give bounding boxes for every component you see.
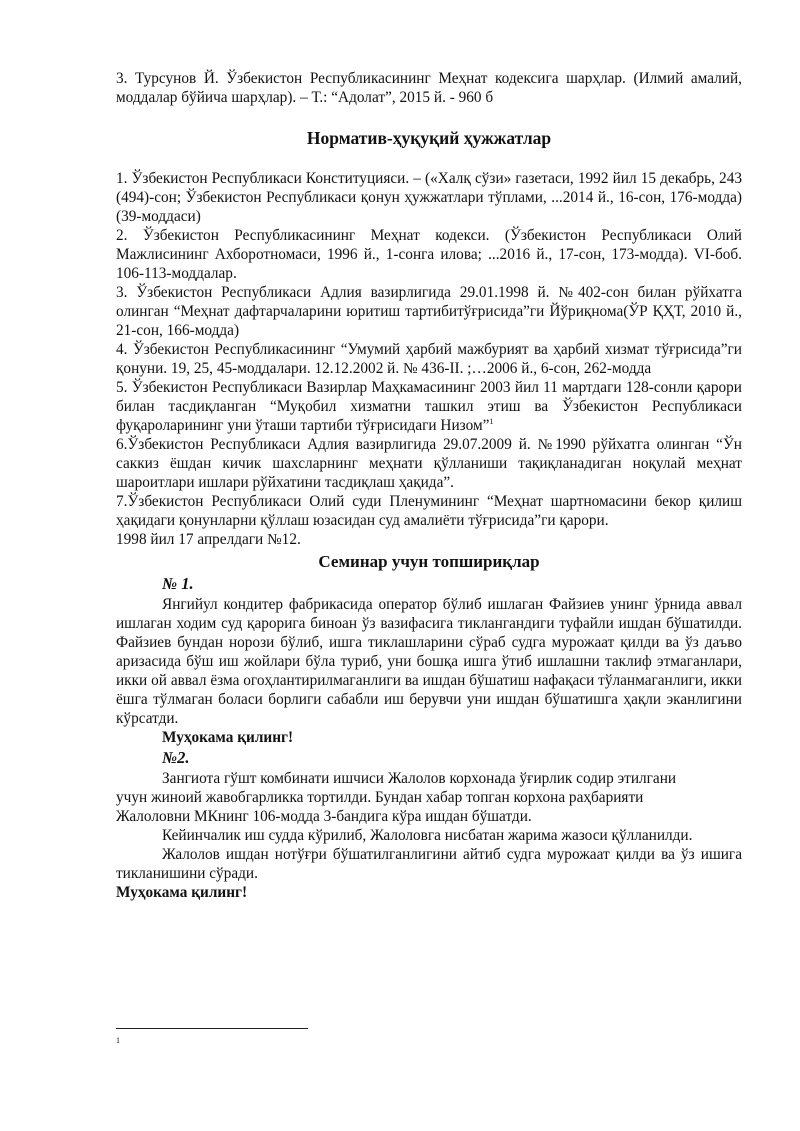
task-2-line-1: Зангиота гўшт комбинати ишчиси Жалолов корхонада ўғирлик содир этилгани xyxy=(162,770,677,787)
footnote-separator xyxy=(116,1028,308,1029)
task-1-discuss: Муҳокама қилинг! xyxy=(162,729,294,746)
normative-item-5 xyxy=(116,378,742,435)
normative-item-4: 4. Ўзбекистон Республикасининг “Умумий ҳарбий мажбурият ва ҳарбий хизмат тўғрисида”ги қонуни. 19, 25, 45-моддалари. 12.12.2002 й. № 436-II. ;…2006 й., 6-сон, 262-модда xyxy=(116,341,742,377)
normative-item-6: 6.Ўзбекистон Республикаси Адлия вазирлигида 29.07.2009 й. №1990 рўйхатга олинган “Ўн саккиз ёшдан кичик шахсларнинг меҳнати қўлланиши тақиқланадиган ноқулай меҳнат шароитлари ишлари рўйхатини тасдиқлаш ҳақида”. xyxy=(116,436,742,491)
seminar-heading: Семинар учун топшириқлар xyxy=(318,552,540,571)
date-line: 1998 йил 17 апрелдаги №12. xyxy=(116,531,301,548)
normative-item-1: 1. Ўзбекистон Республикаси Конституцияси. – («Халқ сўзи» газетаси, 1992 йил 15 декабрь, 243 (494)-сон; Ўзбекистон Республикаси қонун ҳужжатлари тўплами, ...2014 й., 16-сон, 176-модда) (39-моддаси) xyxy=(116,170,742,225)
normative-item-3: 3. Ўзбекистон Республикаси Адлия вазирлигида 29.01.1998 й. №402-сон билан рўйхатга олинган “Меҳнат дафтарчаларини юритиш тартибитўғрисида”ги Йўриқнома(ЎР ҚҲТ, 2010 й., 21-сон, 166-модда) xyxy=(116,284,742,339)
task-2-line-3: Жалоловни МКнинг 106-модда 3-бандига кўра ишдан бўшатди. xyxy=(116,808,532,825)
top-reference: 3. Турсунов Й. Ўзбекистон Республикасининг Меҳнат кодексига шарҳлар. (Илмий амалий, моддалар бўйича шарҳлар). – Т.: “Адолат”, 2015 й. - 960 б xyxy=(116,70,742,106)
normative-list xyxy=(116,169,742,549)
task-2-line-2: учун жиноий жавобгарликка тортилди. Бундан хабар топган корхона раҳбарияти xyxy=(116,789,644,806)
task-1-number: № 1. xyxy=(162,574,194,593)
document-page xyxy=(116,69,742,902)
normative-heading: Норматив-ҳуқуқий ҳужжатлар xyxy=(306,128,552,148)
task-2-number: №2. xyxy=(162,748,190,767)
normative-item-7: 7.Ўзбекистон Республикаси Олий суди Пленумининг “Меҳнат шартномасини бекор қилиш ҳақидаги қонунларни қўллаш юзасидан суд амалиёти тўғрисида”ги қарори. xyxy=(116,493,742,529)
task-2-paragraph-1: Кейинчалик иш судда кўрилиб, Жалоловга нисбатан жарима жазоси қўлланилди. xyxy=(162,827,693,844)
normative-item-2: 2. Ўзбекистон Республикасининг Меҳнат кодекси. (Ўзбекистон Республикаси Олий Мажлисининг Ахборотномаси, 1996 й., 1-сонга илова; ...2016 й., 17-сон, 173-модда). VI-боб. 106-113-моддалар. xyxy=(116,227,742,282)
normative-item-5-text: 5. Ўзбекистон Республикаси Вазирлар Маҳкамасининг 2003 йил 11 мартдаги 128-сонли қарори билан тасдиқланган “Муқобил хизматни ташкил этиш ва Ўзбекистон Республикаси фуқароларининг уни ўташи тартиби тўғрисидаги Низом” xyxy=(116,379,742,434)
footnote-number: 1 xyxy=(116,1036,120,1045)
task-2-paragraph-2: Жалолов ишдан нотўғри бўшатилганлигини айтиб судга мурожаат қилди ва ўз ишига тикланишини сўради. xyxy=(116,846,742,882)
task-1-text: Янгийул кондитер фабрикасида оператор бўлиб ишлаган Файзиев унинг ўрнида аввал ишлаган ходим суд қарорига биноан ўз вазифасига тиклангандиги туфайли ишдан бўшатилди. Файзиев бундан норози бўлиб, ишга тиклашларини сўраб судга мурожаат қилди ва ўз даъво аризасида бўш иш жойлари бўла туриб, уни бошқа ишга ўтиб ишлашни таклиф этмаганлари, икки ой аввал ёзма огоҳлантирилмаганлиги ва ишдан бўшатиш нафақаси тўланмаганлиги, икки ёшга тўлмаган боласи борлиги сабабли иш берувчи уни ишдан бўшатишга ҳақли эканлигини кўрсатди. xyxy=(116,596,742,727)
task-2-discuss: Муҳокама қилинг! xyxy=(116,884,248,901)
footnote-reference[interactable]: 1 xyxy=(489,416,494,426)
